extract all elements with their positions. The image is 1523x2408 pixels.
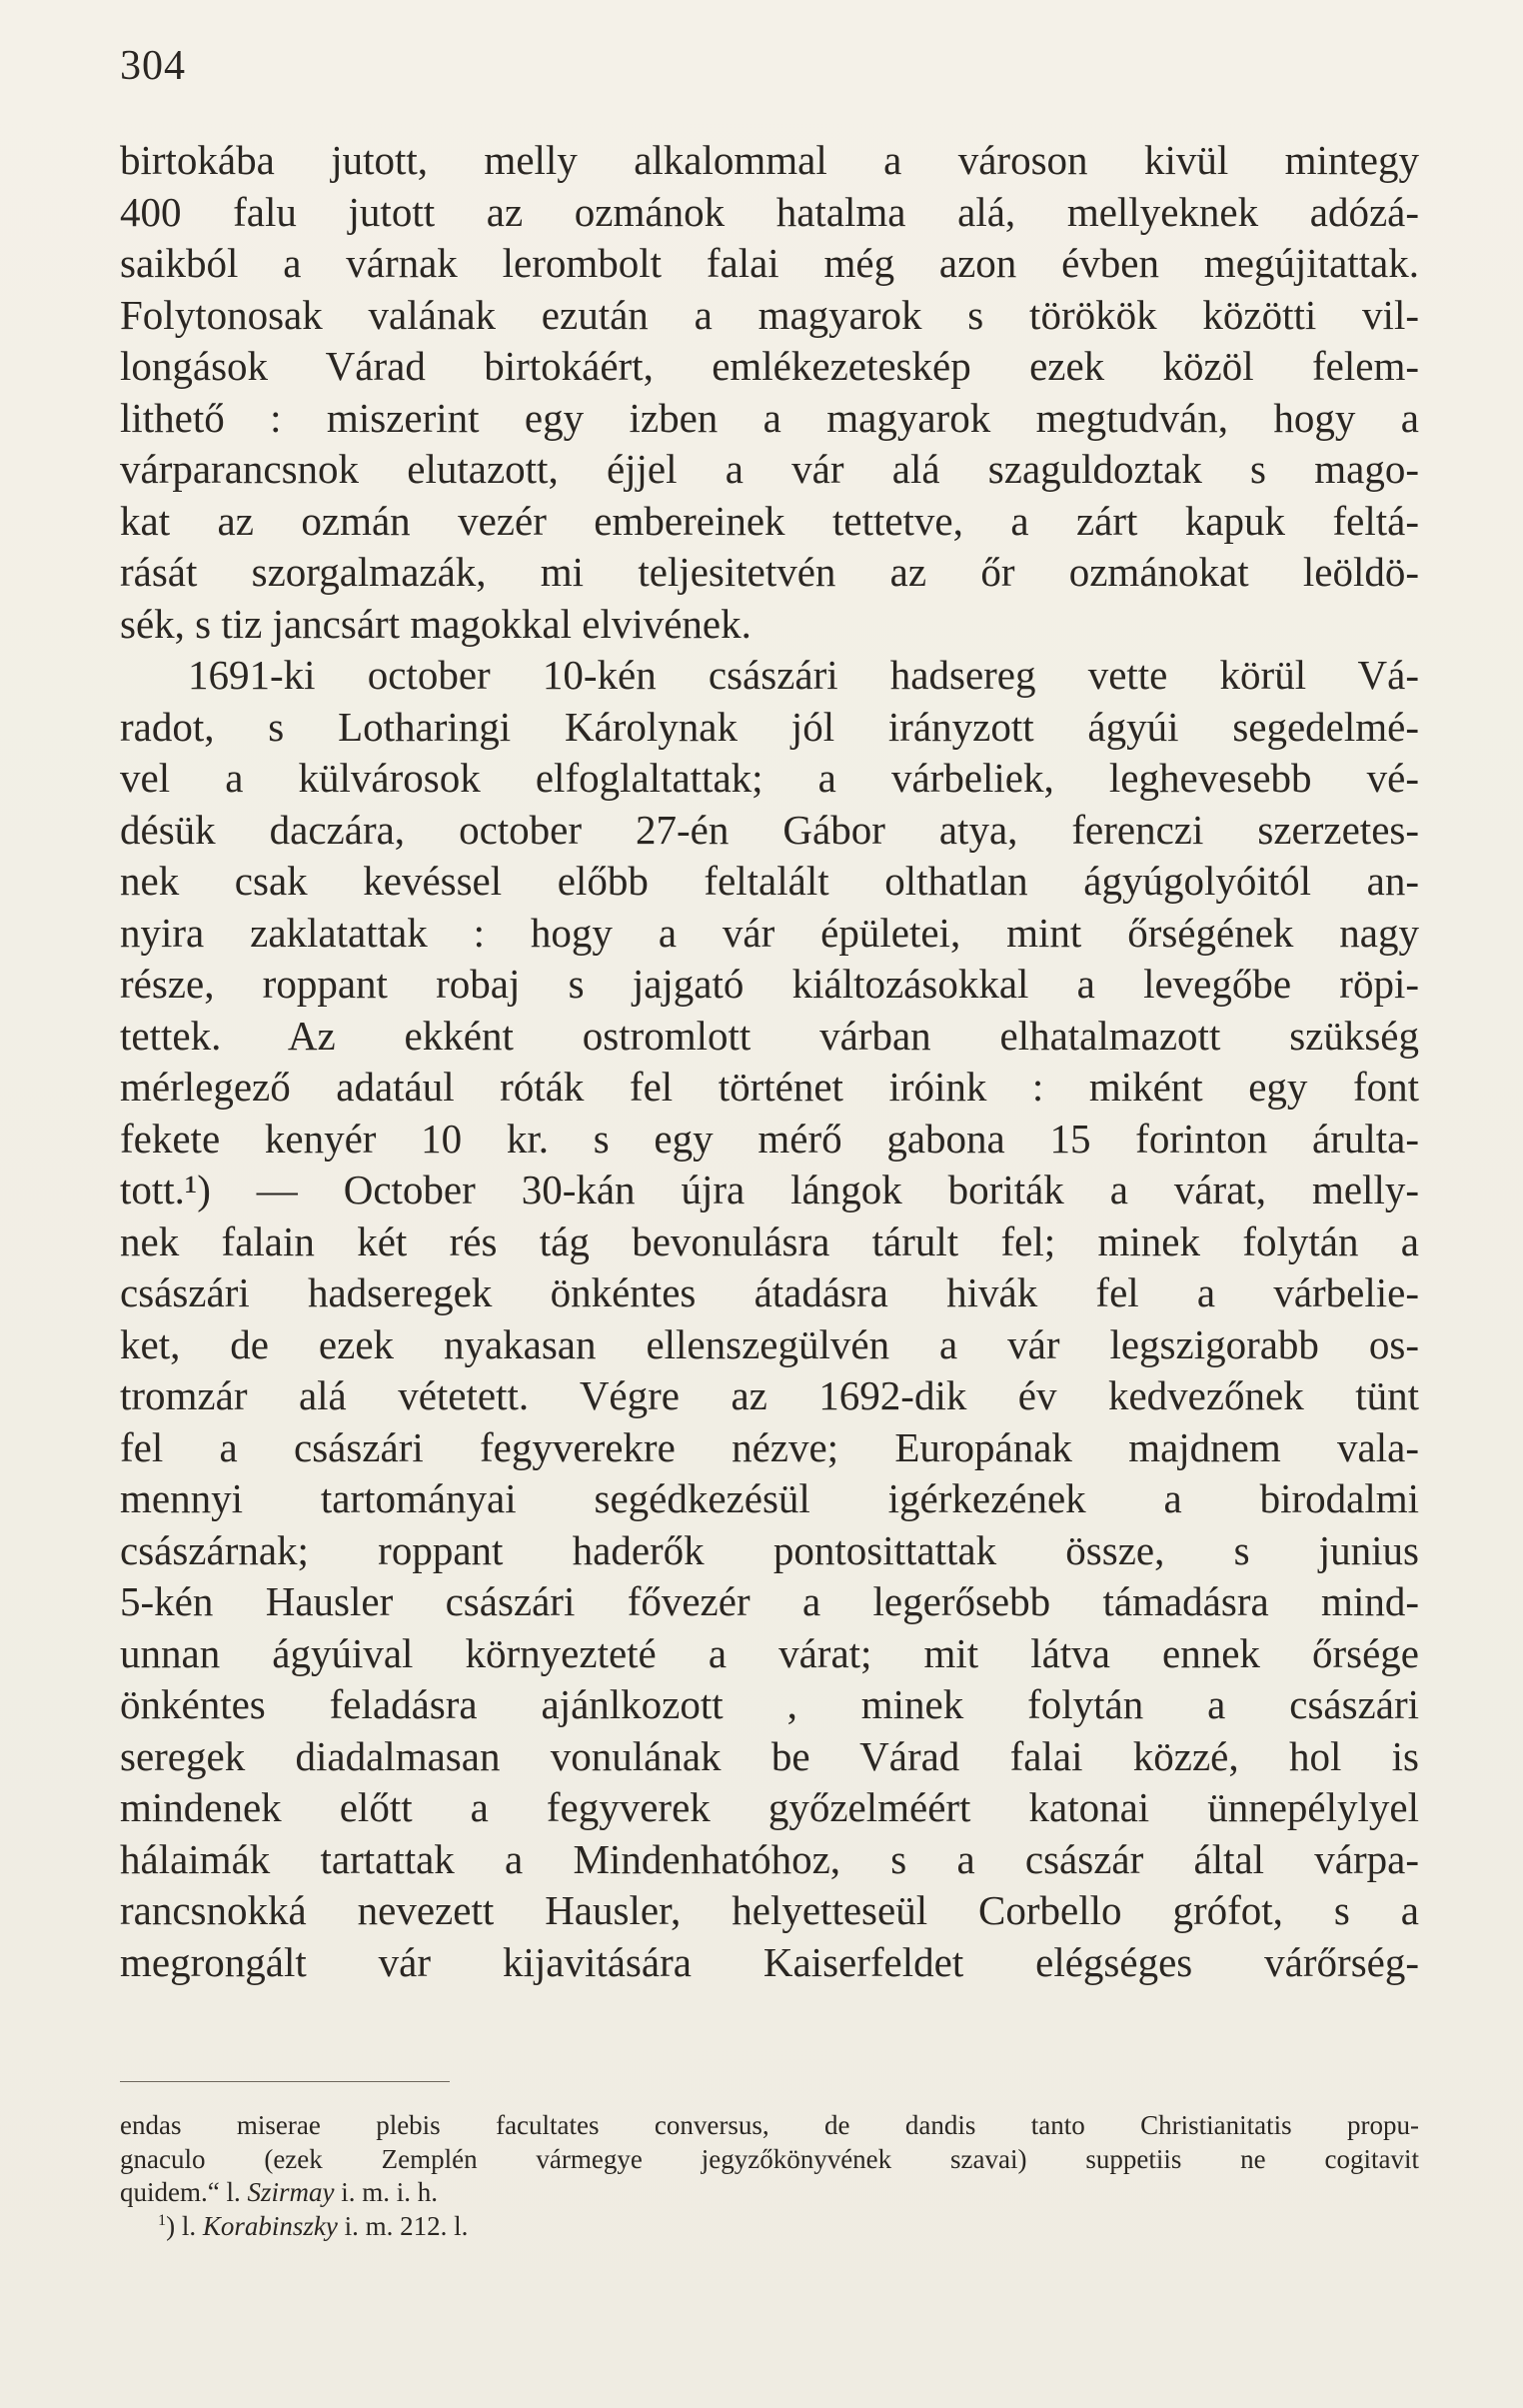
- text-line: önkéntes feladásra ajánlkozott , minek folytán a császári: [120, 1681, 1419, 1727]
- footnote-text: i. m. 212. l.: [337, 2210, 469, 2241]
- footnote-line: gnaculo (ezek Zemplén vármegye jegyzőkönyvének szavai) suppetiis ne cogitavit: [120, 2143, 1419, 2174]
- text-line: lithető : miszerint egy izben a magyarok megtudván, hogy a: [120, 394, 1419, 441]
- text-line: nek falain két rés tág bevonulásra tárult fel; minek folytán a: [120, 1217, 1419, 1264]
- text-line: tromzár alá vétetett. Végre az 1692-dik év kedvezőnek tünt: [120, 1372, 1419, 1418]
- main-text: [120, 135, 1419, 1988]
- text-line: 5-kén Hausler császári fővezér a legerősebb támadásra mind-: [120, 1578, 1419, 1624]
- footnote-text: ) l.: [166, 2210, 203, 2241]
- text-line: ket, de ezek nyakasan ellenszegülvén a vár legszigorabb os-: [120, 1320, 1419, 1367]
- text-line: fel a császári fegyverekre nézve; Europának majdnem vala-: [120, 1423, 1419, 1470]
- text-line: Folytonosak valának ezután a magyarok s törökök közötti vil-: [120, 291, 1419, 338]
- text-line: désük daczára, october 27-én Gábor atya, ferenczi szerzetes-: [120, 806, 1419, 853]
- text-line: unnan ágyúival környezteté a várat; mit látva ennek őrsége: [120, 1629, 1419, 1676]
- text-line: rását szorgalmazák, mi teljesitetvén az őr ozmánokat leöldö-: [120, 549, 1419, 595]
- text-line: mennyi tartományai segédkezésül igérkezének a birodalmi: [120, 1475, 1419, 1521]
- text-line: birtokába jutott, melly alkalommal a városon kivül mintegy: [120, 137, 1419, 183]
- text-line: longások Várad birtokáért, emlékezeteskép ezek közöl felem-: [120, 343, 1419, 389]
- footnote-line: endas miserae plebis facultates conversus, de dandis tanto Christianitatis propu-: [120, 2110, 1419, 2140]
- text-line: megrongált vár kijavitására Kaiserfeldet elégséges várőrség-: [120, 1938, 1419, 1985]
- footnote-line: [120, 2210, 1419, 2244]
- text-line: császári hadseregek önkéntes átadásra hivák fel a várbelie-: [120, 1269, 1419, 1315]
- footnote-text: quidem.“ l.: [120, 2177, 248, 2207]
- footnote-divider: [120, 2081, 450, 2082]
- text-line: sék, s tiz jancsárt magokkal elvivének.: [120, 600, 752, 647]
- text-line: része, roppant robaj s jajgató kiáltozásokkal a levegőbe röpi-: [120, 961, 1419, 1007]
- text-line: radot, s Lotharingi Károlynak jól irányzott ágyúi segedelmé-: [120, 703, 1419, 750]
- text-line: hálaimák tartattak a Mindenhatóhoz, s a császár által várpa-: [120, 1835, 1419, 1882]
- text-line: nek csak kevéssel előbb feltalált olthatlan ágyúgolyóitól an-: [120, 858, 1419, 904]
- text-line: nyira zaklatattak : hogy a vár épületei, mint őrségének nagy: [120, 909, 1419, 956]
- text-line: tott.¹) — October 30-kán újra lángok boriták a várat, melly-: [120, 1167, 1419, 1212]
- footnote-line: [120, 2176, 1419, 2210]
- footnote-author: Korabinszky: [202, 2210, 338, 2241]
- footnote-author: Szirmay: [247, 2177, 335, 2207]
- text-line: császárnak; roppant haderők pontosittattak össze, s junius: [120, 1526, 1419, 1573]
- text-line: mérlegező adatául róták fel történet iróink : miként egy font: [120, 1064, 1419, 1110]
- text-line: seregek diadalmasan vonulának be Várad falai közzé, hol is: [120, 1732, 1419, 1779]
- text-line: mindenek előtt a fegyverek győzelméért katonai ünnepélylyel: [120, 1784, 1419, 1830]
- text-line: várparancsnok elutazott, éjjel a vár alá szaguldoztak s mago-: [120, 446, 1419, 492]
- page-number: 304: [120, 43, 186, 89]
- footnotes: [120, 2109, 1419, 2243]
- text-line: 1691-ki october 10-kén császári hadsereg vette körül Vá-: [188, 652, 1419, 698]
- text-line: kat az ozmán vezér embereinek tettetve, a zárt kapuk feltá-: [120, 497, 1419, 544]
- text-line: 400 falu jutott az ozmánok hatalma alá, mellyeknek adózá-: [120, 188, 1419, 235]
- footnote-text: i. m. i. h.: [334, 2177, 438, 2207]
- text-line: vel a külvárosok elfoglaltattak; a várbeliek, leghevesebb vé-: [120, 755, 1419, 801]
- footnote-mark: 1: [158, 2210, 167, 2229]
- text-line: rancsnokká nevezett Hausler, helyetteseül Corbello grófot, s a: [120, 1887, 1419, 1933]
- text-line: saikból a várnak lerombolt falai még azon évben megújitattak.: [120, 240, 1419, 286]
- text-line: fekete kenyér 10 kr. s egy mérő gabona 15 forinton árulta-: [120, 1115, 1419, 1162]
- text-line: tettek. Az ekként ostromlott várban elhatalmazott szükség: [120, 1012, 1419, 1059]
